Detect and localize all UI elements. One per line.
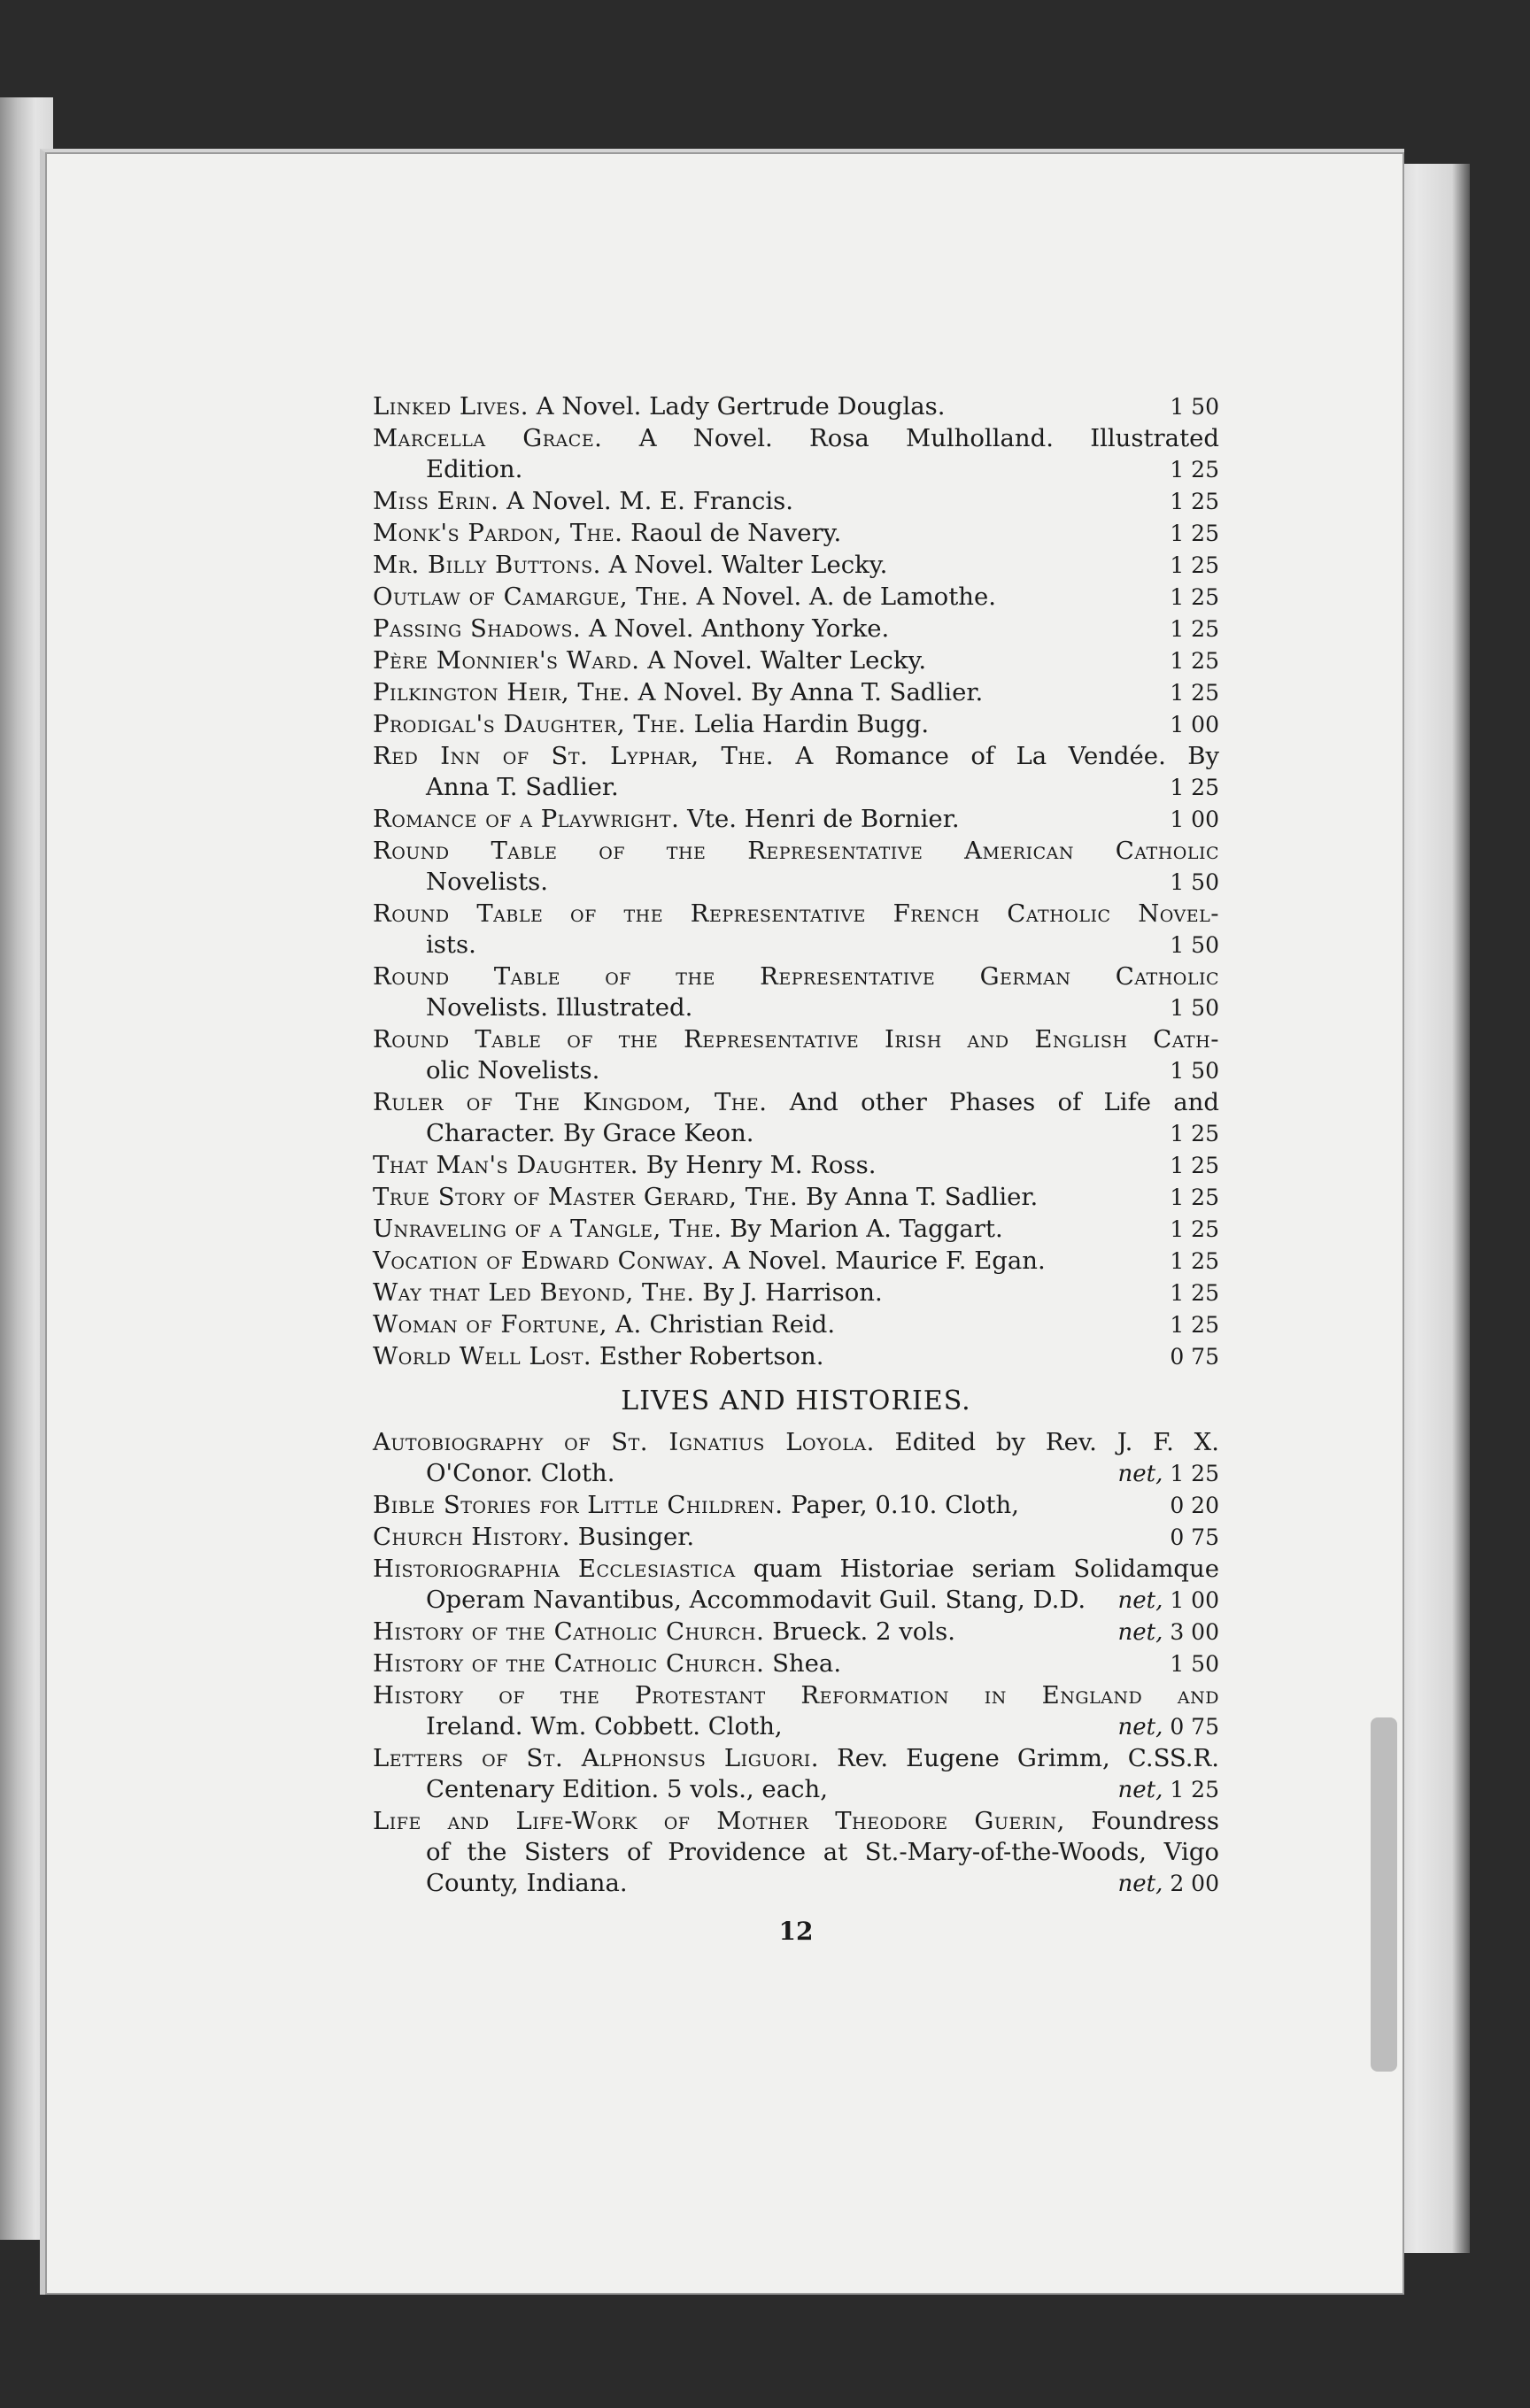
catalog-entry [373,1309,1219,1340]
entry-first-line [373,1024,1219,1055]
catalog-entry [373,614,1219,644]
catalog-entry [373,423,1219,485]
entry-title: Pilkington Heir, The. [373,678,630,706]
catalog-entry [373,1490,1219,1521]
entry-description: A Novel. Lady Gertrude Douglas. [536,392,946,421]
entry-price [1144,1150,1219,1181]
catalog-entry [373,518,1219,549]
entry-title: Unraveling of a Tangle, The. [373,1215,722,1243]
entry-description: quam Historiae seriam Solidamque [753,1555,1219,1583]
net-label: net, [1117,1777,1163,1803]
entry-first-line [373,709,1219,740]
entry-description: Raoul de Navery. [630,519,842,547]
continuation-text: ists. [426,930,476,959]
novels-list [373,391,1219,1372]
entry-description: A Novel. Rosa Mulholland. Illustrated [638,424,1219,452]
entry-price [1144,1522,1219,1553]
continuation-text: of the Sisters of Providence at St.-Mary-of-the-Woods, Vigo [426,1838,1219,1866]
entry-price [1144,804,1219,835]
entry-first-line [373,518,1219,549]
entry-description: A Novel. M. E. Francis. [506,487,793,515]
entry-continuation [373,1118,1219,1149]
entry-first-line [373,645,1219,676]
catalog-entry [373,1087,1219,1149]
price-value: 3 00 [1170,1619,1219,1645]
catalog-entry [373,1554,1219,1616]
price-value: 1 25 [1170,1312,1219,1338]
entry-title: Linked Lives. [373,392,529,421]
price-value: 1 25 [1170,1248,1219,1274]
entry-first-line [373,550,1219,581]
entry-description: A Romance of La Vendée. By [795,742,1219,770]
entry-description: By J. Harrison. [702,1278,883,1307]
entry-first-line [373,836,1219,867]
entry-first-line [373,1806,1219,1837]
entry-continuation [373,1837,1219,1868]
entry-description: Foundress [1091,1807,1219,1835]
entry-title: Round Table of the Representative Irish and English Cath- [373,1025,1219,1054]
price-value: 1 00 [1170,712,1219,737]
price-value: 0 75 [1170,1344,1219,1370]
entry-first-line [373,1427,1219,1458]
binding-tape [1371,1717,1397,2072]
price-value: 1 25 [1170,457,1219,482]
catalog-entry [373,1246,1219,1277]
entry-continuation [373,1774,1219,1805]
continuation-text: O'Conor. Cloth. [426,1459,615,1487]
entry-description: A Novel. Walter Lecky. [608,551,888,579]
entry-description: A Novel. A. de Lamothe. [696,583,996,611]
section-heading: LIVES AND HISTORIES. [621,1385,971,1416]
entry-description: Shea. [772,1649,842,1678]
entry-price [1144,677,1219,708]
catalog-entry [373,1277,1219,1308]
entry-description: Christian Reid. [649,1310,836,1339]
entry-title: History of the Protestant Reformation in England and [373,1681,1219,1710]
entry-first-line [373,582,1219,613]
price-value: 2 00 [1170,1871,1219,1896]
entry-price [1144,1490,1219,1521]
entry-first-line [373,1617,1219,1648]
entry-first-line [373,1554,1219,1585]
price-value: 1 25 [1170,775,1219,800]
entry-price [1144,550,1219,581]
entry-description: Vte. Henri de Bornier. [687,805,960,833]
price-value: 1 25 [1170,521,1219,546]
entry-continuation [373,1711,1219,1742]
continuation-text: Anna T. Sadlier. [426,773,619,801]
price-value: 1 50 [1170,932,1219,958]
entry-title: Church History. [373,1523,571,1551]
entry-title: Historiographia Ecclesiastica [373,1555,736,1583]
catalog-entry [373,1648,1219,1679]
entry-first-line [373,899,1219,930]
catalog-entry [373,1680,1219,1742]
entry-price [1144,1277,1219,1308]
entry-first-line [373,1648,1219,1679]
continuation-text: Novelists. Illustrated. [426,993,693,1022]
entry-first-line [373,1214,1219,1245]
price-value: 1 25 [1170,489,1219,514]
entry-first-line [373,677,1219,708]
entry-first-line [373,1522,1219,1553]
catalog-entry [373,550,1219,581]
price-value: 0 20 [1170,1493,1219,1518]
price-value: 1 25 [1170,616,1219,642]
catalog-entry [373,582,1219,613]
catalog-entry [373,1522,1219,1553]
entry-description: Brueck. 2 vols. [772,1617,955,1646]
entry-price [1144,867,1219,898]
net-label: net, [1117,1461,1163,1487]
entry-title: Letters of St. Alphonsus Liguori. [373,1744,820,1772]
price-value: 0 75 [1170,1524,1219,1550]
catalog-entry [373,1743,1219,1805]
entry-price [1144,1309,1219,1340]
entry-continuation [373,1458,1219,1489]
catalog-entry [373,741,1219,803]
entry-title: True Story of Master Gerard, The. [373,1183,799,1211]
entry-price [1086,1617,1219,1648]
entry-title: Outlaw of Camargue, The. [373,583,689,611]
entry-first-line [373,614,1219,644]
entry-price [1144,582,1219,613]
continuation-text: Edition. [426,455,523,483]
entry-continuation [373,992,1219,1023]
entry-description: By Anna T. Sadlier. [806,1183,1039,1211]
entry-continuation [373,1868,1219,1899]
continuation-text: Ireland. Wm. Cobbett. Cloth, [426,1712,783,1740]
entry-first-line [373,1182,1219,1213]
price-value: 1 00 [1170,1587,1219,1613]
entry-description: And other Phases of Life and [789,1088,1219,1116]
catalog-content [373,391,1219,1946]
price-value: 1 00 [1170,807,1219,832]
catalog-entry [373,1427,1219,1489]
price-value: 1 25 [1170,1280,1219,1306]
entry-first-line [373,1680,1219,1711]
entry-title: History of the Catholic Church. [373,1649,765,1678]
catalog-entry [373,1024,1219,1086]
entry-price [1144,1055,1219,1086]
entry-first-line [373,1150,1219,1181]
entry-title: Miss Erin. [373,487,499,515]
catalog-entry [373,961,1219,1023]
entry-price [1144,518,1219,549]
continuation-text: County, Indiana. [426,1869,628,1897]
entry-title: Way that Led Beyond, The. [373,1278,695,1307]
entry-title: Monk's Pardon, The. [373,519,623,547]
entry-continuation [373,930,1219,961]
entry-price [1144,709,1219,740]
entry-first-line [373,1087,1219,1118]
entry-price [1086,1868,1219,1900]
price-value: 0 75 [1170,1714,1219,1740]
price-value: 1 25 [1170,648,1219,674]
entry-title: Bible Stories for Little Children. [373,1491,784,1519]
entry-first-line [373,961,1219,992]
page-number: 12 [778,1917,814,1946]
entry-description: Edited by Rev. J. F. X. [894,1428,1219,1456]
entry-continuation [373,1055,1219,1086]
price-value: 1 25 [1170,1777,1219,1802]
price-value: 1 25 [1170,1461,1219,1486]
entry-title: Woman of Fortune, A. [373,1310,642,1339]
entry-price [1144,992,1219,1023]
book-page [40,149,1404,2295]
catalog-entry [373,709,1219,740]
price-value: 1 50 [1170,1058,1219,1084]
entry-first-line [373,486,1219,517]
entry-price [1144,930,1219,961]
entry-title: Vocation of Edward Conway. [373,1246,715,1275]
entry-description: Lelia Hardin Bugg. [693,710,930,738]
entry-price [1144,1214,1219,1245]
entry-title: Ruler of The Kingdom, The. [373,1088,768,1116]
entry-price [1086,1711,1219,1743]
price-value: 1 25 [1170,1185,1219,1210]
entry-description: A Novel. By Anna T. Sadlier. [638,678,984,706]
entry-continuation [373,454,1219,485]
entry-first-line [373,1743,1219,1774]
price-value: 1 50 [1170,869,1219,895]
entry-continuation [373,1585,1219,1616]
continuation-text: Centenary Edition. 5 vols., each, [426,1775,828,1803]
entry-price [1086,1585,1219,1617]
catalog-entry [373,836,1219,898]
entry-price [1086,1458,1219,1490]
continuation-text: Novelists. [426,868,549,896]
entry-title: History of the Catholic Church. [373,1617,765,1646]
entry-title: Père Monnier's Ward. [373,646,640,675]
price-value: 1 50 [1170,394,1219,420]
entry-continuation [373,772,1219,803]
price-value: 1 25 [1170,552,1219,578]
catalog-entry [373,1182,1219,1213]
entry-title: Prodigal's Daughter, The. [373,710,686,738]
entry-price [1144,645,1219,676]
entry-continuation [373,867,1219,898]
entry-price [1144,614,1219,644]
entry-price [1144,1118,1219,1149]
catalog-entry [373,677,1219,708]
entry-price [1086,1774,1219,1806]
entry-description: Paper, 0.10. Cloth, [791,1491,1019,1519]
catalog-entry [373,486,1219,517]
entry-first-line [373,1309,1219,1340]
entry-first-line [373,423,1219,454]
entry-title: World Well Lost. [373,1342,592,1370]
entry-first-line [373,1341,1219,1372]
entry-price [1144,391,1219,422]
entry-title: Round Table of the Representative American Catholic [373,837,1219,865]
entry-first-line [373,391,1219,422]
catalog-entry [373,804,1219,835]
price-value: 1 25 [1170,1216,1219,1242]
entry-description: A Novel. Walter Lecky. [647,646,927,675]
entry-price [1144,1341,1219,1372]
price-value: 1 25 [1170,1121,1219,1146]
net-label: net, [1117,1587,1163,1614]
entry-title: Round Table of the Representative German Catholic [373,962,1219,991]
entry-description: Rev. Eugene Grimm, C.SS.R. [837,1744,1219,1772]
entry-price [1144,454,1219,485]
continuation-text: olic Novelists. [426,1056,600,1084]
entry-title: Passing Shadows. [373,614,582,643]
price-value: 1 25 [1170,680,1219,706]
entry-price [1144,1182,1219,1213]
catalog-entry [373,1214,1219,1245]
catalog-entry [373,645,1219,676]
histories-list [373,1427,1219,1899]
entry-title: Autobiography of St. Ignatius Loyola. [373,1428,875,1456]
entry-price [1144,1648,1219,1679]
catalog-entry [373,1617,1219,1648]
net-label: net, [1117,1871,1163,1897]
entry-description: By Henry M. Ross. [645,1151,877,1179]
continuation-text: Character. By Grace Keon. [426,1119,754,1147]
entry-description: By Marion A. Taggart. [730,1215,1003,1243]
continuation-text: Operam Navantibus, Accommodavit Guil. Stang, D.D. [426,1586,1086,1614]
entry-price [1144,1246,1219,1277]
entry-title: Marcella Grace. [373,424,603,452]
catalog-entry [373,391,1219,422]
entry-price [1144,772,1219,803]
entry-title: Round Table of the Representative French Catholic Novel- [373,899,1219,928]
entry-price [1144,486,1219,517]
entry-description: A Novel. Anthony Yorke. [588,614,890,643]
net-label: net, [1117,1619,1163,1646]
entry-title: Life and Life-Work of Mother Theodore Guerin, [373,1807,1065,1835]
entry-first-line [373,804,1219,835]
catalog-entry [373,899,1219,961]
entry-title: Red Inn of St. Lyphar, The. [373,742,775,770]
entry-description: A Novel. Maurice F. Egan. [722,1246,1046,1275]
entry-first-line [373,741,1219,772]
price-value: 1 50 [1170,1651,1219,1677]
net-label: net, [1117,1714,1163,1740]
entry-first-line [373,1246,1219,1277]
catalog-entry [373,1806,1219,1899]
catalog-entry [373,1341,1219,1372]
price-value: 1 50 [1170,995,1219,1021]
entry-first-line [373,1490,1219,1521]
entry-description: Esther Robertson. [599,1342,824,1370]
entry-first-line [373,1277,1219,1308]
price-value: 1 25 [1170,584,1219,610]
entry-title: That Man's Daughter. [373,1151,638,1179]
catalog-entry [373,1150,1219,1181]
entry-title: Romance of a Playwright. [373,805,680,833]
entry-description: Businger. [577,1523,695,1551]
price-value: 1 25 [1170,1153,1219,1178]
entry-title: Mr. Billy Buttons. [373,551,601,579]
